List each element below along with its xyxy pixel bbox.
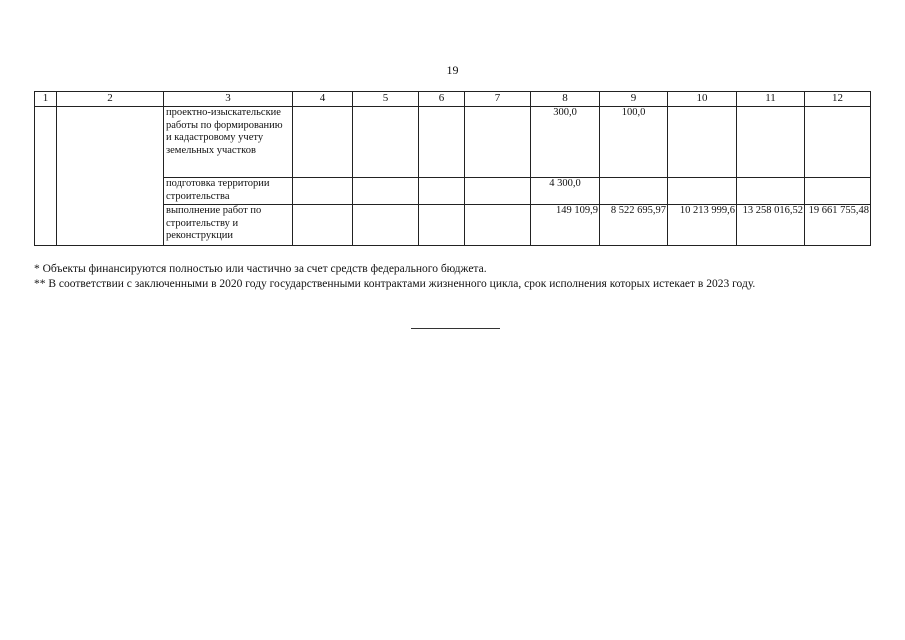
footnotes bbox=[34, 262, 894, 292]
footnote-federal-budget: * Объекты финансируются полностью или частично за счет средств федерального бюджета. bbox=[34, 263, 487, 275]
table-cell bbox=[293, 178, 353, 205]
table-cell bbox=[353, 107, 419, 178]
table-header-row bbox=[35, 92, 871, 107]
column-header-11: 11 bbox=[737, 92, 805, 107]
table-cell bbox=[293, 107, 353, 178]
column-header-1: 1 bbox=[35, 92, 57, 107]
table-cell-value bbox=[805, 178, 871, 205]
table-cell-col2 bbox=[57, 107, 164, 246]
table-cell-value bbox=[600, 178, 668, 205]
table-cell bbox=[419, 178, 465, 205]
table-cell-value bbox=[737, 178, 805, 205]
page-number: 19 bbox=[446, 63, 459, 77]
table-cell-value: 4 300,0 bbox=[531, 178, 600, 205]
table-cell bbox=[293, 205, 353, 246]
column-header-5: 5 bbox=[353, 92, 419, 107]
table-cell-value bbox=[668, 107, 737, 178]
column-header-8: 8 bbox=[531, 92, 600, 107]
table-cell bbox=[353, 205, 419, 246]
row-label: подготовка территории строительства bbox=[164, 178, 293, 205]
column-header-2: 2 bbox=[57, 92, 164, 107]
column-header-6: 6 bbox=[419, 92, 465, 107]
table-cell bbox=[419, 205, 465, 246]
column-header-3: 3 bbox=[164, 92, 293, 107]
table-cell-value: 19 661 755,48 bbox=[805, 205, 871, 246]
table-cell bbox=[465, 205, 531, 246]
table-cell bbox=[353, 178, 419, 205]
end-of-section-divider bbox=[411, 328, 500, 329]
table-cell bbox=[419, 107, 465, 178]
footnote-life-cycle-contracts: ** В соответствии с заключенными в 2020 году государственными контрактами жизненного цикла, срок исполнения которых истекает в 2023 году. bbox=[34, 278, 756, 290]
table-cell-value: 149 109,9 bbox=[531, 205, 600, 246]
financing-table bbox=[34, 91, 871, 246]
table-cell-col1 bbox=[35, 107, 57, 246]
table-cell-value: 10 213 999,6 bbox=[668, 205, 737, 246]
column-header-4: 4 bbox=[293, 92, 353, 107]
table-cell bbox=[465, 107, 531, 178]
table-cell-value bbox=[668, 178, 737, 205]
column-header-9: 9 bbox=[600, 92, 668, 107]
column-header-10: 10 bbox=[668, 92, 737, 107]
table-cell bbox=[465, 178, 531, 205]
column-header-7: 7 bbox=[465, 92, 531, 107]
column-header-12: 12 bbox=[805, 92, 871, 107]
table-cell-value bbox=[737, 107, 805, 178]
table-cell-value: 13 258 016,52 bbox=[737, 205, 805, 246]
table-cell-value: 300,0 bbox=[531, 107, 600, 178]
table-row bbox=[35, 107, 871, 178]
table-cell-value: 8 522 695,97 bbox=[600, 205, 668, 246]
table-cell-value: 100,0 bbox=[600, 107, 668, 178]
table-cell-value bbox=[805, 107, 871, 178]
row-label: выполнение работ по строительству и реконструкции bbox=[164, 205, 293, 246]
row-label: проектно-изыскательские работы по формированию и кадастровому учету земельных участков bbox=[164, 107, 293, 178]
